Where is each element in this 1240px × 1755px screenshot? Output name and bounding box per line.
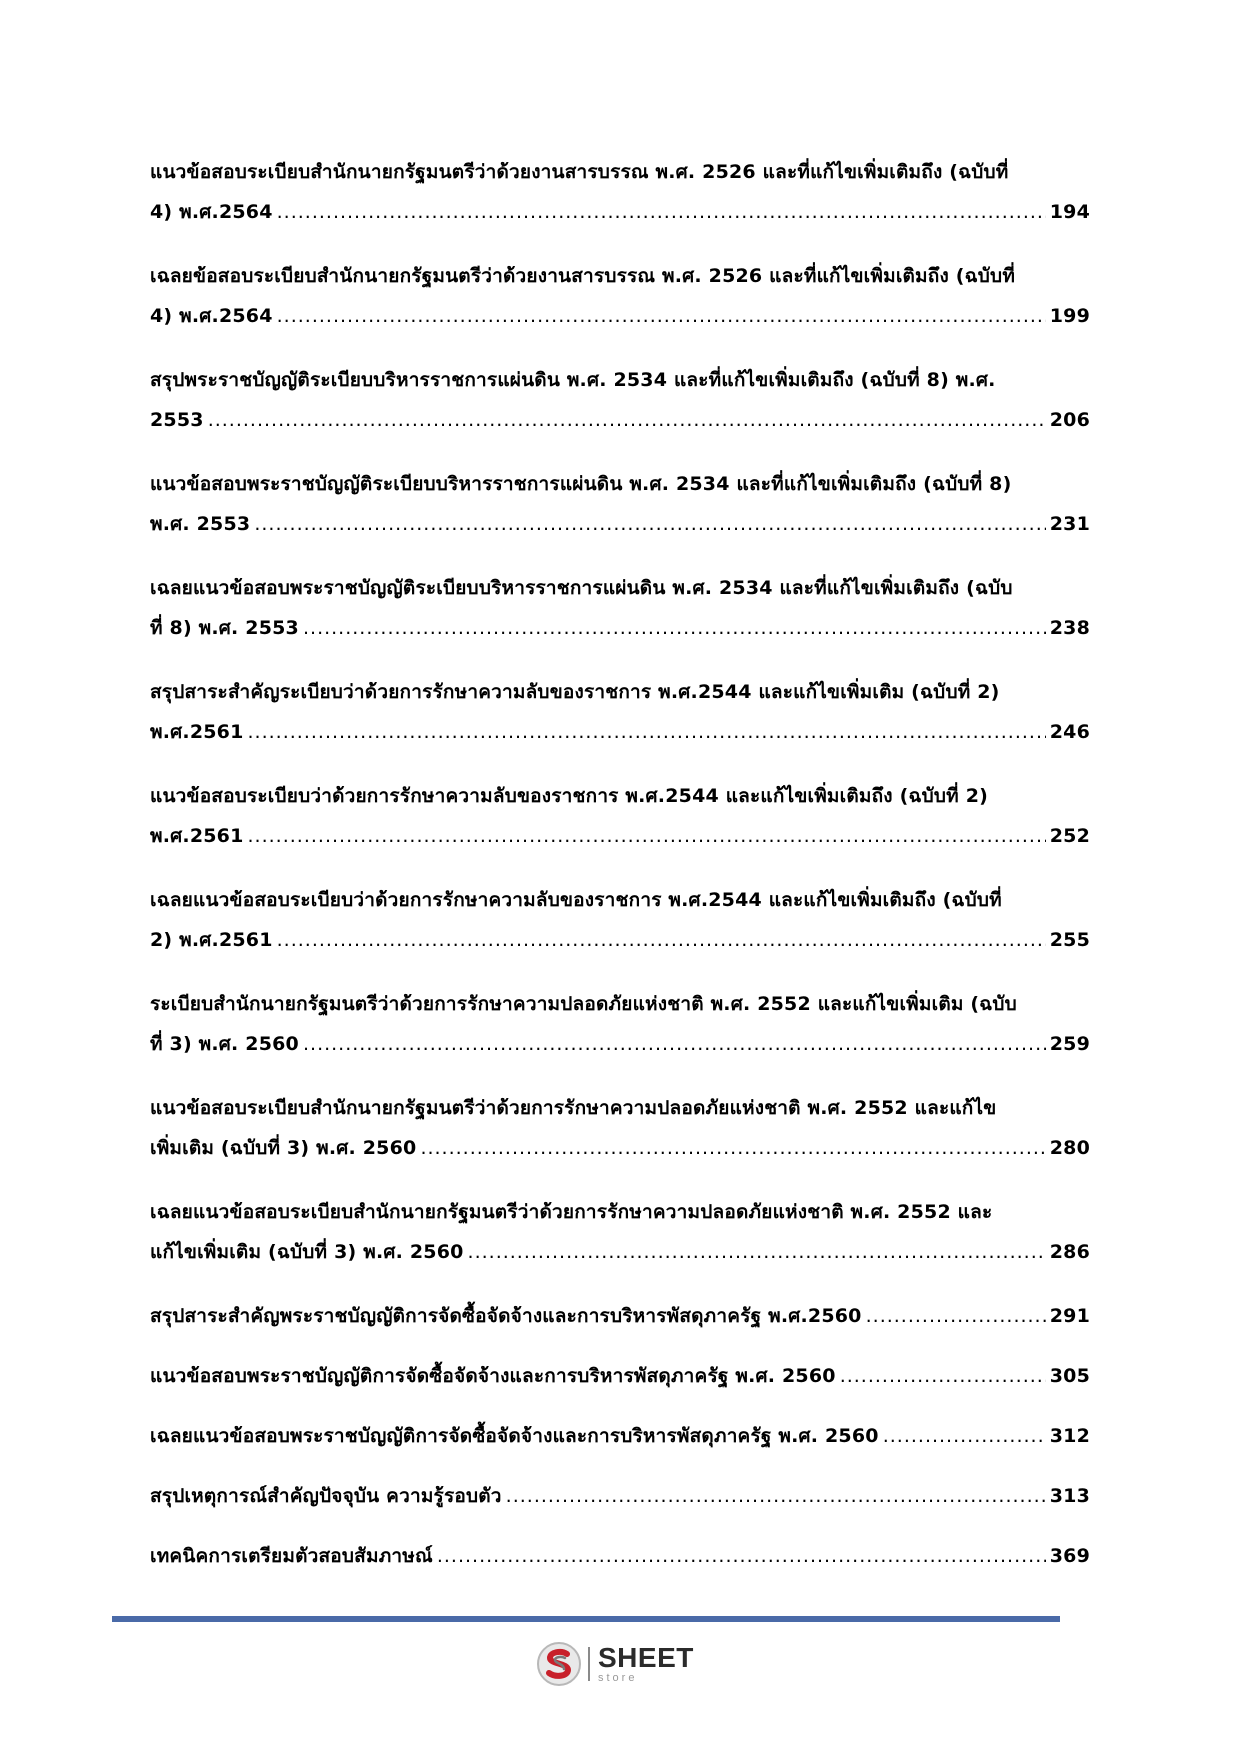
- toc-entry-title-continued: 4) พ.ศ.2564: [150, 201, 273, 223]
- toc-entry[interactable]: [150, 256, 1090, 360]
- footer-logo: [536, 1640, 694, 1688]
- toc-entry[interactable]: [150, 880, 1090, 984]
- dot-leader: [277, 192, 1046, 232]
- toc-entry[interactable]: [150, 1088, 1090, 1192]
- toc-entry[interactable]: [150, 360, 1090, 464]
- toc-entry[interactable]: [150, 1536, 1090, 1596]
- toc-entry-page: 312: [1049, 1425, 1090, 1447]
- toc-entry-page: 206: [1049, 409, 1090, 431]
- toc-entry-leader: [150, 504, 1090, 544]
- toc-entry-page: 259: [1049, 1033, 1090, 1055]
- toc-entry-page: 305: [1049, 1365, 1090, 1387]
- footer-divider: [112, 1616, 1060, 1622]
- logo-separator: [588, 1647, 590, 1681]
- dot-leader: [866, 1296, 1046, 1336]
- dot-leader: [303, 1024, 1046, 1064]
- toc-entry[interactable]: [150, 1296, 1090, 1356]
- toc-entry-title: เทคนิคการเตรียมตัวสอบสัมภาษณ์: [150, 1545, 433, 1567]
- logo-name: SHEET: [598, 1642, 694, 1673]
- toc-entry-leader: [150, 400, 1090, 440]
- dot-leader: [277, 920, 1046, 960]
- toc-entry-title-continued: แก้ไขเพิ่มเติม (ฉบับที่ 3) พ.ศ. 2560: [150, 1241, 464, 1263]
- toc-entry-leader: [150, 712, 1090, 752]
- dot-leader: [420, 1128, 1045, 1168]
- toc-entry-title: สรุปสาระสำคัญพระราชบัญญัติการจัดซื้อจัดจ้างและการบริหารพัสดุภาครัฐ พ.ศ.2560: [150, 1305, 862, 1327]
- toc-entry[interactable]: [150, 984, 1090, 1088]
- toc-entry-title-continued: 2) พ.ศ.2561: [150, 929, 273, 951]
- dot-leader: [840, 1356, 1046, 1396]
- toc-entry-leader: [150, 1296, 1090, 1336]
- toc-entry-leader: [150, 1024, 1090, 1064]
- toc-entry-title: แนวข้อสอบระเบียบสำนักนายกรัฐมนตรีว่าด้วยการรักษาความปลอดภัยแห่งชาติ พ.ศ. 2552 และแก้ไข: [150, 1097, 997, 1119]
- toc-entry-page: 231: [1049, 513, 1090, 535]
- toc-entry-title-continued: พ.ศ.2561: [150, 825, 244, 847]
- toc-entry-leader: [150, 1356, 1090, 1396]
- toc-entry-title: สรุปเหตุการณ์สำคัญปัจจุบัน ความรู้รอบตัว: [150, 1485, 502, 1507]
- toc-entry-leader: [150, 192, 1090, 232]
- toc-entry-page: 199: [1049, 305, 1090, 327]
- toc-entry-page: 369: [1049, 1545, 1090, 1567]
- toc-entry-title-continued: 4) พ.ศ.2564: [150, 305, 273, 327]
- table-of-contents: [150, 152, 1090, 1596]
- sheet-store-logo-icon: [536, 1641, 582, 1687]
- toc-entry-leader: [150, 1128, 1090, 1168]
- toc-entry[interactable]: [150, 1416, 1090, 1476]
- toc-entry-leader: [150, 816, 1090, 856]
- toc-entry[interactable]: [150, 776, 1090, 880]
- toc-entry[interactable]: [150, 672, 1090, 776]
- toc-entry-leader: [150, 296, 1090, 336]
- toc-entry-page: 238: [1049, 617, 1090, 639]
- dot-leader: [254, 504, 1045, 544]
- toc-entry-title: แนวข้อสอบระเบียบสำนักนายกรัฐมนตรีว่าด้วยงานสารบรรณ พ.ศ. 2526 และที่แก้ไขเพิ่มเติมถึง (ฉบับที่: [150, 161, 1009, 183]
- toc-entry[interactable]: [150, 1356, 1090, 1416]
- toc-entry[interactable]: [150, 1192, 1090, 1296]
- toc-entry-title: เฉลยแนวข้อสอบระเบียบสำนักนายกรัฐมนตรีว่าด้วยการรักษาความปลอดภัยแห่งชาติ พ.ศ. 2552 และ: [150, 1201, 993, 1223]
- toc-entry-page: 286: [1049, 1241, 1090, 1263]
- dot-leader: [248, 712, 1046, 752]
- toc-entry-title: ระเบียบสำนักนายกรัฐมนตรีว่าด้วยการรักษาความปลอดภัยแห่งชาติ พ.ศ. 2552 และแก้ไขเพิ่มเติม (ฉบับ: [150, 993, 1017, 1015]
- toc-entry-title: แนวข้อสอบพระราชบัญญัติการจัดซื้อจัดจ้างและการบริหารพัสดุภาครัฐ พ.ศ. 2560: [150, 1365, 836, 1387]
- toc-entry-title-continued: ที่ 8) พ.ศ. 2553: [150, 617, 299, 639]
- dot-leader: [468, 1232, 1046, 1272]
- logo-wordmark: [598, 1644, 694, 1684]
- toc-entry-title: เฉลยแนวข้อสอบพระราชบัญญัติการจัดซื้อจัดจ้างและการบริหารพัสดุภาครัฐ พ.ศ. 2560: [150, 1425, 879, 1447]
- toc-entry-page: 194: [1049, 201, 1090, 223]
- toc-entry-leader: [150, 608, 1090, 648]
- toc-entry-leader: [150, 1232, 1090, 1272]
- toc-entry-page: 280: [1049, 1137, 1090, 1159]
- dot-leader: [437, 1536, 1046, 1576]
- toc-entry-title: เฉลยแนวข้อสอบพระราชบัญญัติระเบียบบริหารราชการแผ่นดิน พ.ศ. 2534 และที่แก้ไขเพิ่มเติมถึง (ฉบับ: [150, 577, 1013, 599]
- toc-entry-page: 313: [1049, 1485, 1090, 1507]
- toc-entry-title: แนวข้อสอบพระราชบัญญัติระเบียบบริหารราชการแผ่นดิน พ.ศ. 2534 และที่แก้ไขเพิ่มเติมถึง (ฉบับที่ 8): [150, 473, 1012, 495]
- toc-entry-title: เฉลยข้อสอบระเบียบสำนักนายกรัฐมนตรีว่าด้วยงานสารบรรณ พ.ศ. 2526 และที่แก้ไขเพิ่มเติมถึง (ฉบับที่: [150, 265, 1016, 287]
- toc-entry-title-continued: เพิ่มเติม (ฉบับที่ 3) พ.ศ. 2560: [150, 1137, 417, 1159]
- toc-entry[interactable]: [150, 152, 1090, 256]
- dot-leader: [303, 608, 1046, 648]
- toc-entry-title: เฉลยแนวข้อสอบระเบียบว่าด้วยการรักษาความลับของราชการ พ.ศ.2544 และแก้ไขเพิ่มเติมถึง (ฉบับที่: [150, 889, 1002, 911]
- toc-entry-leader: [150, 920, 1090, 960]
- toc-entry[interactable]: [150, 464, 1090, 568]
- toc-entry-page: 291: [1049, 1305, 1090, 1327]
- toc-entry-page: 252: [1049, 825, 1090, 847]
- toc-entry-title-continued: ที่ 3) พ.ศ. 2560: [150, 1033, 299, 1055]
- toc-entry-title: สรุปพระราชบัญญัติระเบียบบริหารราชการแผ่นดิน พ.ศ. 2534 และที่แก้ไขเพิ่มเติมถึง (ฉบับที่ 8) พ.ศ.: [150, 369, 996, 391]
- dot-leader: [248, 816, 1046, 856]
- toc-entry-title: แนวข้อสอบระเบียบว่าด้วยการรักษาความลับของราชการ พ.ศ.2544 และแก้ไขเพิ่มเติมถึง (ฉบับที่ 2): [150, 785, 988, 807]
- toc-entry-title-continued: 2553: [150, 409, 204, 431]
- dot-leader: [883, 1416, 1046, 1456]
- toc-entry[interactable]: [150, 568, 1090, 672]
- toc-entry-leader: [150, 1476, 1090, 1516]
- dot-leader: [277, 296, 1046, 336]
- toc-entry[interactable]: [150, 1476, 1090, 1536]
- toc-entry-leader: [150, 1536, 1090, 1576]
- logo-subtitle: store: [598, 1672, 638, 1684]
- toc-entry-title-continued: พ.ศ. 2553: [150, 513, 251, 535]
- toc-entry-leader: [150, 1416, 1090, 1456]
- dot-leader: [208, 400, 1046, 440]
- toc-entry-title-continued: พ.ศ.2561: [150, 721, 244, 743]
- toc-entry-title: สรุปสาระสำคัญระเบียบว่าด้วยการรักษาความลับของราชการ พ.ศ.2544 และแก้ไขเพิ่มเติม (ฉบับที่ 2): [150, 681, 1000, 703]
- toc-entry-page: 246: [1049, 721, 1090, 743]
- toc-entry-page: 255: [1049, 929, 1090, 951]
- dot-leader: [506, 1476, 1046, 1516]
